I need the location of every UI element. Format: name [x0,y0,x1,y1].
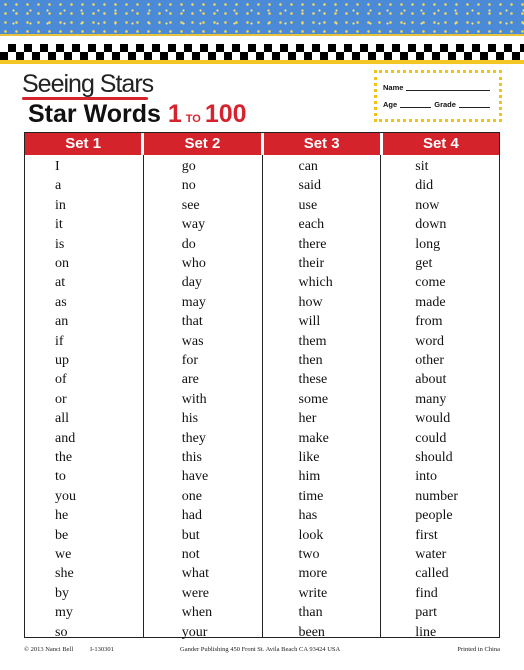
word-text: other [415,353,445,368]
word-text: but [181,527,200,543]
word-text: when [181,605,213,621]
set-3-header: Set 3 [264,133,383,155]
word-text: find [415,585,438,601]
word-text: she [55,566,74,582]
set-4-header: Set 4 [383,133,499,155]
word-text: time [298,488,324,504]
word-text: my [55,605,73,621]
word-columns [25,155,499,640]
set-2-column [144,155,263,640]
age-field[interactable] [400,106,431,108]
set-2-header: Set 2 [144,133,263,155]
word-text: make [298,430,329,446]
word-text: who [181,256,206,271]
word-text: than [298,605,323,621]
word-text: which [298,275,333,291]
footer-publisher: Gander Publishing 450 Front St. Avila Beach CA 93424 USA [180,646,341,653]
word-text: on [55,256,69,271]
word-text: that [181,314,203,330]
word-text: he [55,508,69,524]
name-row [383,83,493,92]
word-text: into [415,469,438,485]
word-text: some [298,391,329,407]
age-grade-row [383,100,493,109]
set-1-header: Set 1 [25,133,144,155]
word-text: will [298,314,321,330]
set-4-column [381,155,499,640]
brand-logo [22,70,153,100]
page-title [28,100,247,129]
word-text: should [415,450,453,465]
word-text: get [415,256,433,271]
name-label: Name [383,83,404,92]
word-text: how [298,294,323,310]
word-text: what [181,566,209,582]
title-to: TO [185,113,201,125]
word-text: use [298,197,318,213]
word-text: by [55,585,69,601]
word-text: for [181,353,199,368]
word-text: sit [415,159,429,174]
word-text: write [298,585,328,601]
word-text: look [298,527,324,543]
word-text: if [55,333,64,349]
word-text: not [181,547,200,562]
word-text: come [415,275,446,291]
word-text: down [415,217,447,233]
word-text: like [298,450,320,465]
word-text: to [55,469,66,485]
word-text: her [298,411,317,427]
word-text: number [415,488,459,504]
title-main: Star Words [28,100,161,128]
word-table [24,132,500,638]
word-text: up [55,353,69,368]
word-text: first [415,527,438,543]
word-text: has [298,508,318,524]
word-text: line [415,624,437,640]
title-end: 100 [204,100,247,128]
title-from: 1 [167,100,182,128]
word-text: no [181,178,196,194]
word-text: have [181,469,209,485]
word-text: or [55,391,67,407]
word-text: see [181,197,200,213]
word-text: with [181,391,207,407]
grade-field[interactable] [459,106,490,108]
word-text: your [181,624,208,640]
word-text: so [55,624,68,640]
word-text: had [181,508,202,524]
footer-code: I-130301 [90,646,114,653]
word-text: as [55,294,67,310]
word-text: was [181,333,204,349]
word-text: two [298,547,320,562]
word-text: more [298,566,328,582]
word-text: these [298,372,328,388]
word-text: about [415,372,447,388]
word-text: are [181,372,199,388]
word-text: there [298,236,327,252]
word-text: long [415,236,441,252]
word-text: in [55,197,66,213]
footer-printed: Printed in China [457,646,500,653]
word-text: an [55,314,69,330]
word-text: from [415,314,443,330]
word-text: his [181,411,199,427]
set-3-column [263,155,382,640]
word-text: day [181,275,202,291]
word-text: water [415,547,447,562]
grade-label: Grade [434,100,456,109]
word-text: then [298,353,323,368]
word-text: at [55,275,66,291]
table-header [25,133,499,155]
checkered-border [0,44,524,60]
word-text: this [181,450,202,465]
name-field[interactable] [406,89,490,91]
word-text: said [298,178,322,194]
word-text: you [55,488,76,504]
word-text: did [415,178,434,194]
word-text: people [415,508,453,524]
word-text: their [298,256,325,271]
word-text: each [298,217,325,233]
word-text: of [55,372,67,388]
word-text: now [415,197,440,213]
word-text: may [181,294,206,310]
word-text: called [415,566,449,582]
word-text: the [55,450,73,465]
student-info-box [374,70,502,122]
word-text: him [298,469,321,485]
word-text: were [181,585,209,601]
word-text: been [298,624,325,640]
word-text: all [55,411,69,427]
word-text: could [415,430,447,446]
age-label: Age [383,100,398,109]
footer-copyright: © 2013 Nanci Bell [24,646,74,653]
word-text: can [298,159,318,174]
word-text: we [55,547,72,562]
word-text: one [181,488,202,504]
yellow-stripe [0,60,524,64]
word-text: be [55,527,69,543]
word-text: made [415,294,446,310]
word-text: a [55,178,62,194]
word-text: word [415,333,445,349]
word-text: many [415,391,447,407]
word-text: it [55,217,63,233]
word-text: I [55,159,60,174]
word-text: go [181,159,196,174]
word-text: do [181,236,196,252]
word-text: would [415,411,451,427]
brand-text: Seeing Stars [22,70,154,98]
set-1-column [25,155,144,640]
word-text: part [415,605,438,621]
word-text: way [181,217,206,233]
word-text: them [298,333,327,349]
word-text: is [55,236,65,252]
word-text: they [181,430,206,446]
word-text: and [55,430,76,446]
